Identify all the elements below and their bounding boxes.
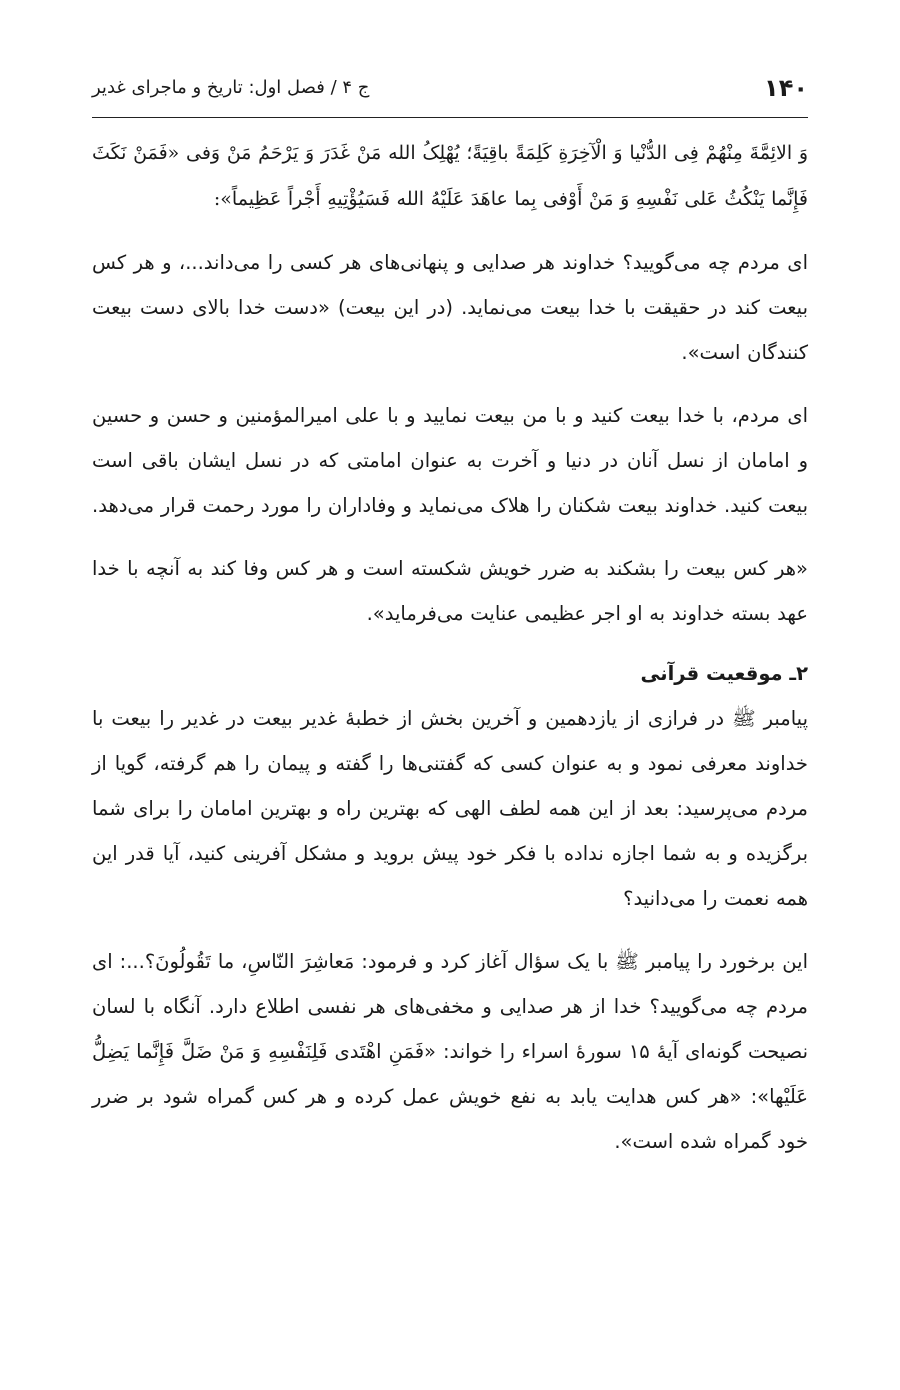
body-paragraph: پیامبر ﷺ در فرازی از یازدهمین و آخرین بخش از خطبهٔ غدیر بیعت در غدیر را بیعت با خداوند معرفی نمود و به عنوان کسی که گفتنی‌ها را گفته و پیمان را هم گرفته، گویا از مردم می‌پرسید: بعد از این همه لطف الهی که بهترین راه و بهترین امامان را برای شما برگزیده و به شما اجازه نداده با فکر خود پیش بروید و مشکل آفرینی کنید، آیا قدر این همه نعمت را می‌دانید؟ bbox=[92, 707, 808, 910]
arabic-quote-paragraph: وَ الائِمَّةَ مِنْهُمْ فِی الدُّنْیا وَ الْآخِرَةِ کَلِمَةً باقِیَةً؛ یُهْلِکُ الله مَنْ غَدَرَ وَ یَرْحَمُ مَنْ وَفی «فَمَنْ نَکَثَ فَإِنَّما یَنْکُثُ عَلی نَفْسِهِ وَ مَنْ أَوْفی بِما عاهَدَ عَلَیْهُ الله فَسَیُؤْتِیهِ أَجْراً عَظِیماً»: bbox=[92, 142, 808, 210]
page-number: ۱۴۰ bbox=[764, 74, 808, 102]
body-paragraph: این برخورد را پیامبر ﷺ با یک سؤال آغاز کرد و فرمود: مَعاشِرَ النّاسِ، ما تَقُولُونَ؟...: ای مردم چه می‌گویید؟ خدا از هر صدایی و مخفی‌های هر نفسی اطلاع دارد. آنگاه با لسان نصیحت گونه‌ای آیهٔ ۱۵ سورهٔ اسراء را خواند: «فَمَنِ اهْتَدی فَلِنَفْسِهِ وَ مَنْ ضَلَّ فَإِنَّما یَضِلُّ عَلَیْها»: «هر کس هدایت یابد به نفع خویش عمل کرده و هر کس گمراه شود بر ضرر خود گمراه شده است». bbox=[92, 950, 809, 1153]
running-header-title: ج ۴ / فصل اول: تاریخ و ماجرای غدیر bbox=[92, 77, 370, 98]
body-paragraph: ای مردم، با خدا بیعت کنید و با من بیعت نمایید و با علی امیرالمؤمنین و حسن و حسین و امامان از نسل آنان در دنیا و آخرت به عنوان امامتی که در نسل ایشان باقی است بیعت کنید. خداوند بیعت شکنان را هلاک می‌نماید و وفاداران را مورد رحمت قرار می‌دهد. bbox=[92, 404, 808, 517]
body-paragraph: «هر کس بیعت را بشکند به ضرر خویش شکسته است و هر کس وفا کند به آنچه با خدا عهد بسته خداوند به او اجر عظیمی عنایت می‌فرماید». bbox=[92, 557, 808, 625]
header-rule bbox=[92, 117, 808, 118]
page-body bbox=[92, 130, 808, 1182]
running-header bbox=[92, 66, 808, 110]
body-paragraph: ای مردم چه می‌گویید؟ خداوند هر صدایی و پنهانی‌های هر کسی را می‌داند...، و هر کس بیعت کند در حقیقت با خدا بیعت می‌نماید. (در این بیعت) «دست خدا بالای دست بیعت کنندگان است». bbox=[92, 251, 808, 364]
section-heading: ۲ـ موقعیت قرآنی bbox=[640, 662, 808, 685]
